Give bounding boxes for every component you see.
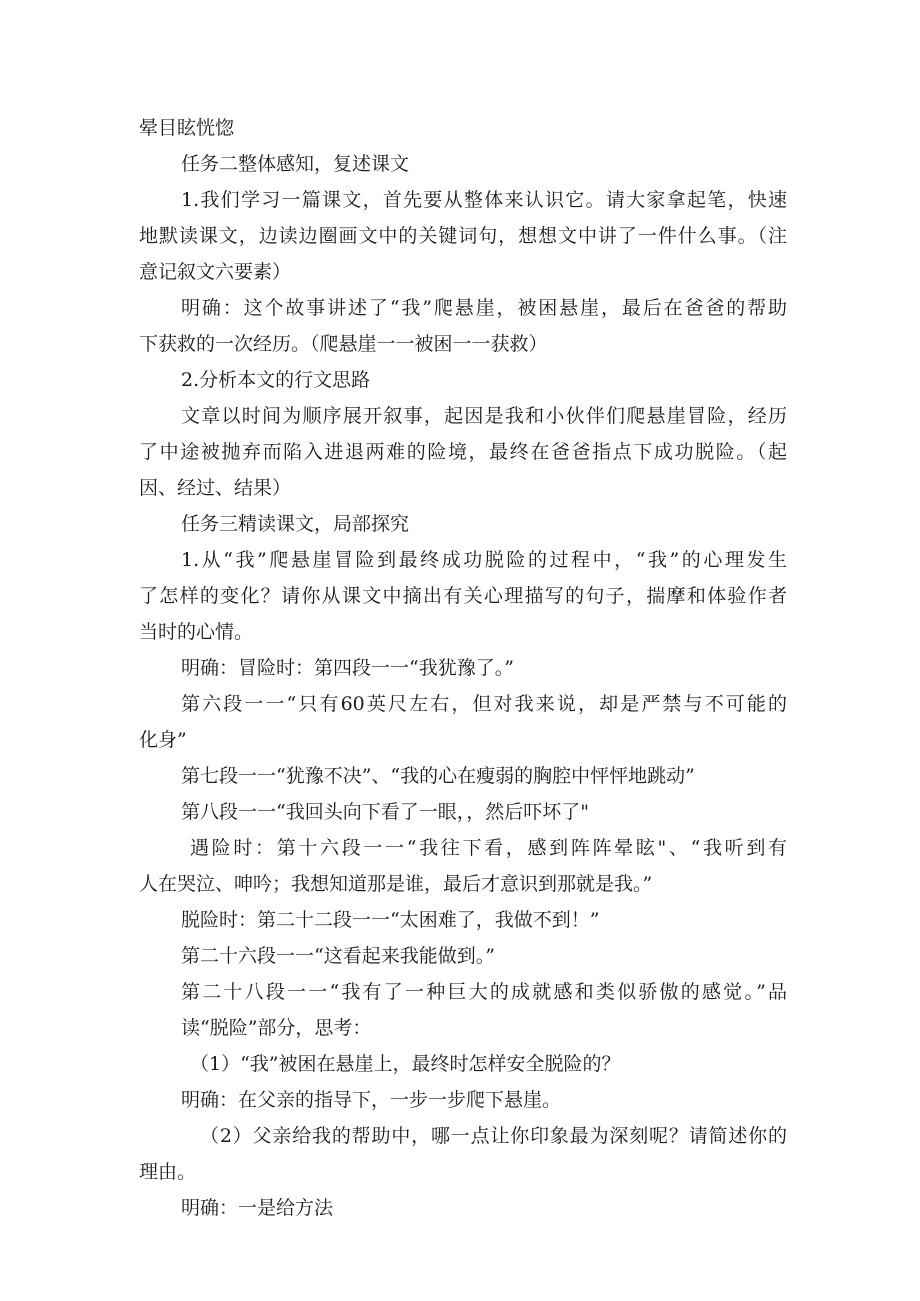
text-line: 1.从“我”爬悬崖冒险到最终成功脱险的过程中，“我”的心理发生 [181,549,787,571]
section-heading: 任务二整体感知，复述课文 [181,153,410,175]
text-line: 明确：一是给方法 [181,1197,334,1219]
text-line: （1）“我”被困在悬崖上，最终时怎样安全脱险的？ [190,1053,621,1075]
text-line: 明确：冒险时：第四段一一“我犹豫了。” [181,657,514,679]
text-line: 理由。 [139,1161,197,1183]
text-line: 明确：这个故事讲述了“我”爬悬崖，被困悬崖，最后在爸爸的帮助 [181,297,787,319]
text-line: 读“脱险”部分，思考： [181,1017,372,1039]
text-line: 1.我们学习一篇课文，首先要从整体来认识它。请大家拿起笔，快速 [181,189,787,211]
text-line: 遇险时：第十六段一一“我往下看，感到阵阵晕眩"、“我听到有 [190,837,787,859]
text-line: 第八段一一“我回头向下看了一眼，，然后吓坏了" [181,801,589,823]
text-line: 了怎样的变化？请你从课文中摘出有关心理描写的句子，揣摩和体验作者 [139,585,787,607]
text-line: 明确：在父亲的指导下，一步一步爬下悬崖。 [181,1089,562,1111]
text-line: 人在哭泣、呻吟；我想知道那是谁，最后才意识到那就是我。” [139,873,653,895]
text-line: 了中途被抛弃而陷入进退两难的险境，最终在爸爸指点下成功脱险。（起 [139,441,787,463]
text-line: 因、经过、结果） [139,477,292,499]
text-line: 第七段一一“犹豫不决”、“我的心在瘦弱的胸腔中怦怦地跳动” [181,765,695,787]
text-line: 地默读课文，边读边圈画文中的关键词句，想想文中讲了一件什么事。（注 [139,225,787,247]
text-line: 2.分析本文的行文思路 [181,369,371,391]
text-line: 下获救的一次经历。（爬悬崖一一被困一一获救） [139,333,548,355]
text-line: 文章以时间为顺序展开叙事，起因是我和小伙伴们爬悬崖冒险，经历 [181,405,787,427]
text-line: （2）父亲给我的帮助中，哪一点让你印象最为深刻呢？请简述你的 [200,1125,787,1147]
text-line: 意记叙文六要素） [139,261,292,283]
text-line: 第二十八段一一“我有了一种巨大的成就感和类似骄傲的感觉。”品 [181,981,787,1003]
text-line: 第六段一一“只有60英尺左右，但对我来说，却是严禁与不可能的 [181,693,787,715]
text-line: 化身” [139,729,187,751]
text-line: 脱险时：第二十二段一一“太困难了，我做不到！” [181,909,600,931]
text-line: 第二十六段一一“这看起来我能做到。” [181,945,495,967]
section-heading: 任务三精读课文，局部探究 [181,513,410,535]
text-line: 晕目眩恍惚 [139,117,235,139]
text-line: 当时的心情。 [139,621,254,643]
